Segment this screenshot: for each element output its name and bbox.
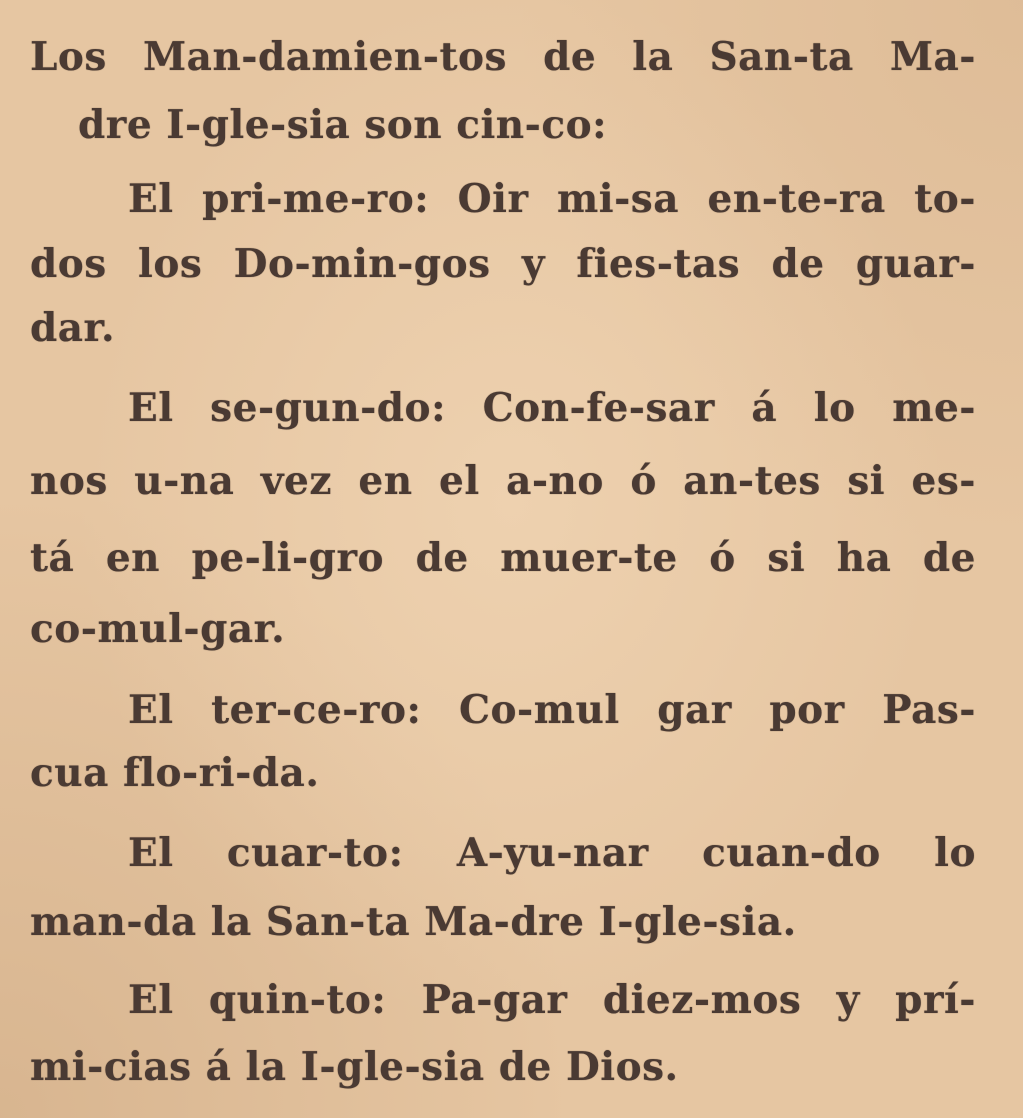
- text-line: dos los Do-min-gos y fies-tas de guar-: [30, 241, 976, 287]
- text-line: El cuar-to: A-yu-nar cuan-do lo: [128, 830, 976, 876]
- text-line: El pri-me-ro: Oir mi-sa en-te-ra to-: [128, 176, 976, 222]
- text-line: Los Man-damien-tos de la San-ta Ma-: [30, 34, 976, 80]
- text-line: co-mul-gar.: [30, 606, 286, 652]
- text-line: dre I-gle-sia son cin-co:: [78, 102, 608, 148]
- text-line: tá en pe-li-gro de muer-te ó si ha de: [30, 535, 976, 581]
- text-line: nos u-na vez en el a-no ó an-tes si es-: [30, 458, 976, 504]
- text-line: El ter-ce-ro: Co-mul gar por Pas-: [128, 687, 976, 733]
- text-line: dar.: [30, 305, 116, 351]
- text-line: El quin-to: Pa-gar diez-mos y prí-: [128, 977, 976, 1023]
- text-line: cua flo-ri-da.: [30, 750, 320, 796]
- text-line: man-da la San-ta Ma-dre I-gle-sia.: [30, 899, 797, 945]
- text-line: mi-cias á la I-gle-sia de Dios.: [30, 1044, 679, 1090]
- text-line: El se-gun-do: Con-fe-sar á lo me-: [128, 385, 976, 431]
